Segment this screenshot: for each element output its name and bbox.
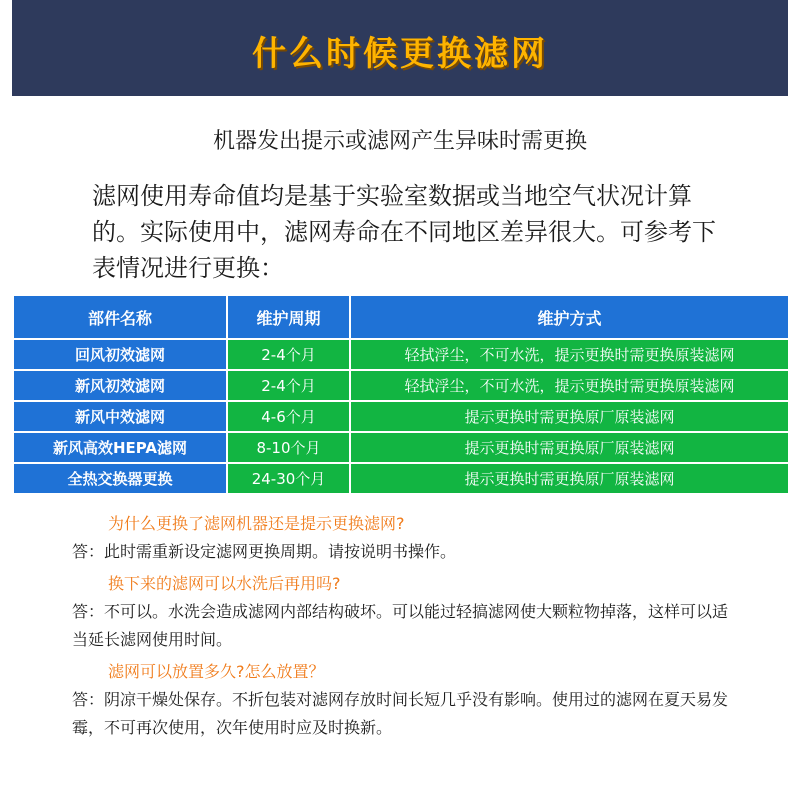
table-row (13, 463, 789, 494)
page (12, 0, 788, 800)
faq-item (12, 658, 788, 742)
header-period: 维护周期 (227, 295, 350, 339)
header-part: 部件名称 (13, 295, 227, 339)
faq-section (12, 510, 788, 744)
method-cell: 轻拭浮尘，不可水洗，提示更换时需更换原装滤网 (350, 339, 789, 370)
method-cell: 提示更换时需更换原厂原装滤网 (350, 401, 789, 432)
faq-answer: 答：此时需重新设定滤网更换周期。请按说明书操作。 (72, 542, 457, 561)
faq-question: 换下来的滤网可以水洗后再用吗? (108, 574, 341, 593)
faq-item (12, 510, 788, 566)
table-header-row (13, 295, 789, 339)
period-cell: 2-4个月 (227, 339, 350, 370)
faq-question: 为什么更换了滤网机器还是提示更换滤网? (108, 514, 405, 533)
part-cell: 回风初效滤网 (13, 339, 227, 370)
faq-answer: 答：阴凉干燥处保存。不折包装对滤网存放时间长短几乎没有影响。使用过的滤网在夏天易发霉，不可再次使用，次年使用时应及时换新。 (72, 690, 729, 737)
page-title: 什么时候更换滤网 (252, 33, 548, 74)
header-method: 维护方式 (350, 295, 789, 339)
table-row (13, 339, 789, 370)
lead-text: 机器发出提示或滤网产生异味时需更换 (212, 129, 587, 154)
faq-question: 滤网可以放置多久?怎么放置？ (108, 662, 325, 681)
period-cell: 4-6个月 (227, 401, 350, 432)
method-cell: 轻拭浮尘，不可水洗，提示更换时需更换原装滤网 (350, 370, 789, 401)
method-cell: 提示更换时需更换原厂原装滤网 (350, 432, 789, 463)
part-cell: 新风中效滤网 (13, 401, 227, 432)
header-banner (12, 0, 788, 96)
table-row (13, 432, 789, 463)
table-row (13, 370, 789, 401)
maintenance-table (12, 294, 790, 495)
method-cell: 提示更换时需更换原厂原装滤网 (350, 463, 789, 494)
period-cell: 2-4个月 (227, 370, 350, 401)
part-cell: 新风初效滤网 (13, 370, 227, 401)
intro-paragraph: 滤网使用寿命值均是基于实验室数据或当地空气状况计算的。实际使用中，滤网寿命在不同地区差异很大。可参考下表情况进行更换： (92, 182, 716, 282)
part-cell: 全热交换器更换 (13, 463, 227, 494)
period-cell: 8-10个月 (227, 432, 350, 463)
table-row (13, 401, 789, 432)
faq-item (12, 570, 788, 654)
faq-answer: 答：不可以。水洗会造成滤网内部结构破坏。可以能过轻搞滤网使大颗粒物掉落，这样可以适当延长滤网使用时间。 (72, 602, 729, 649)
period-cell: 24-30个月 (227, 463, 350, 494)
part-cell: 新风高效HEPA滤网 (13, 432, 227, 463)
